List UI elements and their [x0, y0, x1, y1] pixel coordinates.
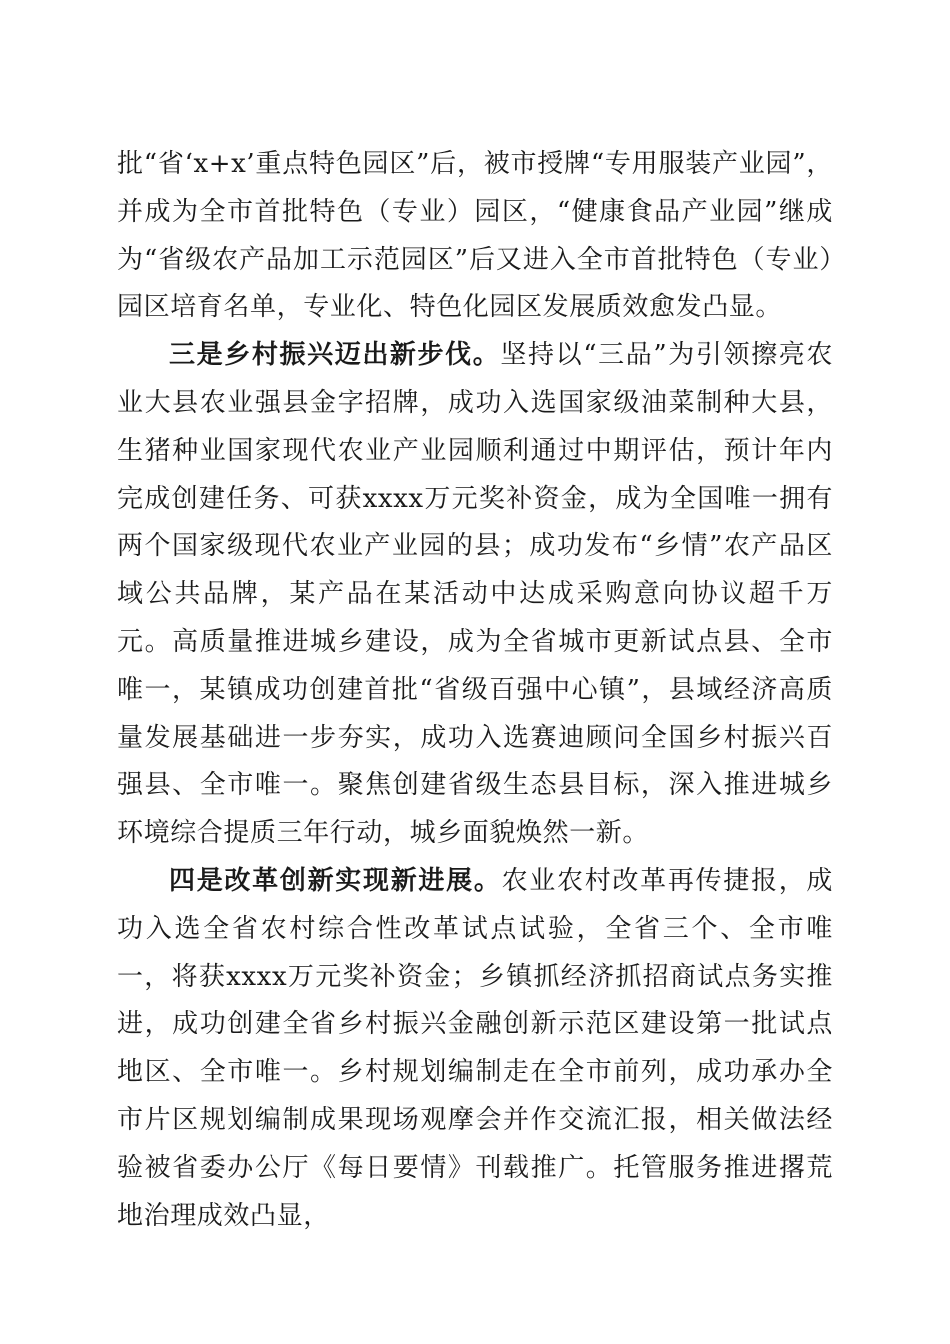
- paragraph-rural-revitalization: [117, 332, 833, 858]
- paragraph-heading: 四是改革创新实现新进展。: [169, 865, 502, 896]
- paragraph-heading: 三是乡村振兴迈出新步伐。: [169, 340, 501, 371]
- paragraph-text: 农业农村改革再传捷报，成功入选全省农村综合性改革试点试验，全省三个、全市唯一，将获xxxx万元奖补资金；乡镇抓经济抓招商试点务实推进，成功创建全省乡村振兴金融创新示范区建设第一批试点地区、全市唯一。乡村规划编制走在全市前列，成功承办全市片区规划编制成果现场观摩会并作交流汇报，相关做法经验被省委办公厅《每日要情》刊载推广。托管服务推进撂荒地治理成效凸显，: [117, 865, 834, 1231]
- paragraph-text: 批“省‘x+x’重点特色园区”后，被市授牌“专用服装产业园”，并成为全市首批特色（专业）园区，“健康食品产业园”继成为“省级农产品加工示范园区”后又进入全市首批特色（专业）园区培育名单，专业化、特色化园区发展质效愈发凸显。: [117, 149, 833, 323]
- body-text: [117, 141, 833, 1240]
- paragraph-text: 坚持以“三品”为引领擦亮农业大县农业强县金字招牌，成功入选国家级油菜制种大县，生猪种业国家现代农业产业园顺利通过中期评估，预计年内完成创建任务、可获xxxx万元奖补资金，成为全国唯一拥有两个国家级现代农业产业园的县；成功发布“乡情”农产品区域公共品牌，某产品在某活动中达成采购意向协议超千万元。高质量推进城乡建设，成为全省城市更新试点县、全市唯一，某镇成功创建首批“省级百强中心镇”，县域经济高质量发展基础进一步夯实，成功入选赛迪顾问全国乡村振兴百强县、全市唯一。聚焦创建省级生态县目标，深入推进城乡环境综合提质三年行动，城乡面貌焕然一新。: [117, 340, 833, 849]
- paragraph-continuation: [117, 141, 833, 332]
- paragraph-reform-innovation: [117, 858, 833, 1240]
